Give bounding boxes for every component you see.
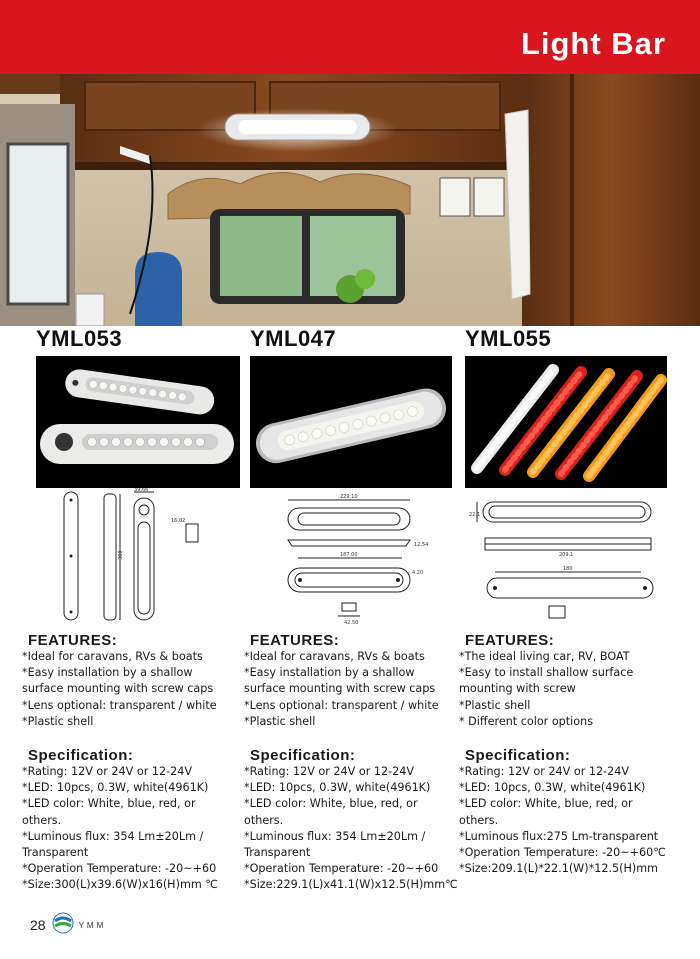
model-title-yml047: YML047 [250, 326, 337, 351]
model-title-yml053: YML053 [36, 326, 123, 351]
feature-item: *Plastic shell [459, 698, 531, 712]
features-heading: FEATURES: [28, 632, 118, 649]
feature-item: *Easy installation by a shallow [244, 666, 415, 680]
feature-item: * Different color options [459, 714, 594, 728]
spec-item: others. [244, 813, 284, 827]
spec-item: others. [459, 813, 499, 827]
features-list [22, 649, 218, 730]
specification-heading: Specification: [465, 747, 571, 765]
specification-heading: Specification: [28, 747, 134, 765]
feature-item: *Plastic shell [244, 714, 316, 728]
page-footer [30, 912, 106, 938]
feature-item: *Plastic shell [22, 714, 94, 728]
dimension-label: 42.50 [344, 620, 359, 626]
specification-heading: Specification: [250, 747, 356, 765]
product-details-yml047 [244, 632, 458, 894]
dimension-label: 300 [118, 550, 124, 560]
spec-item: *Rating: 12V or 24V or 12-24V [244, 765, 415, 779]
specification-list [459, 764, 666, 877]
dimension-label: 39.66 [134, 488, 149, 493]
spec-item: *LED color: White, blue, red, or [22, 797, 196, 811]
spec-item: *LED color: White, blue, red, or [244, 797, 418, 811]
spec-item: *LED color: White, blue, red, or [459, 797, 633, 811]
page-title: Light Bar [520, 26, 666, 61]
features-list [459, 649, 666, 730]
spec-item: *Rating: 12V or 24V or 12-24V [459, 765, 630, 779]
technical-drawing-yml055 [465, 488, 667, 630]
technical-drawing-yml047 [250, 488, 452, 630]
product-photo-yml047 [250, 356, 452, 488]
page-number: 28 [30, 917, 46, 933]
feature-item: surface mounting with screw caps [244, 682, 436, 696]
features-list [244, 649, 458, 730]
feature-item: *Lens optional: transparent / white [22, 698, 217, 712]
feature-item: *Ideal for caravans, RVs & boats [22, 650, 203, 663]
dimension-label: 4.20 [412, 570, 424, 576]
spec-item: *Rating: 12V or 24V or 12-24V [22, 765, 193, 779]
spec-item: *LED: 10pcs, 0.3W, white(4961K) [22, 781, 209, 795]
spec-item: *Operation Temperature: -20~+60 [244, 862, 439, 876]
dimension-label: 22.1 [469, 512, 481, 518]
feature-item: *The ideal living car, RV, BOAT [459, 650, 630, 663]
dimension-label: 187.00 [340, 552, 358, 558]
technical-drawing-yml053 [36, 488, 240, 630]
spec-item: *Luminous flux: 354 Lm±20Lm / [244, 829, 426, 843]
features-heading: FEATURES: [250, 632, 340, 649]
spec-item: *LED: 10pcs, 0.3W, white(4961K) [244, 781, 431, 795]
spec-item: others. [22, 813, 62, 827]
specification-list [22, 764, 218, 894]
feature-item: *Easy to install shallow surface [459, 666, 634, 680]
spec-item: *Luminous flux: 354 Lm±20Lm / [22, 829, 204, 843]
spec-item: Transparent [244, 846, 311, 860]
spec-item: *LED: 10pcs, 0.3W, white(4961K) [459, 781, 646, 795]
hero-photo [0, 74, 700, 326]
spec-item: Transparent [22, 846, 89, 860]
brand-name: YMM [78, 920, 107, 930]
product-details-yml053 [22, 632, 218, 894]
product-details-yml055 [459, 632, 666, 877]
feature-item: *Easy installation by a shallow [22, 666, 193, 680]
dimension-label: 16.02 [171, 518, 186, 524]
dimension-label: 229.10 [340, 494, 358, 500]
spec-item: *Size:209.1(L)*22.1(W)*12.5(H)mm [459, 862, 659, 876]
spec-item: *Luminous flux:275 Lm-transparent [459, 829, 659, 843]
product-photo-yml055 [465, 356, 667, 488]
dimension-label: 180 [563, 566, 573, 572]
product-photo-yml053 [36, 356, 240, 488]
feature-item: *Ideal for caravans, RVs & boats [244, 650, 425, 663]
spec-item: *Size:300(L)x39.6(W)x16(H)mm ℃ [22, 878, 218, 892]
dimension-label: 12.54 [414, 542, 429, 548]
dimension-label: 209.1 [559, 552, 574, 558]
specification-list [244, 764, 458, 894]
spec-item: *Operation Temperature: -20~+60 [22, 862, 217, 876]
model-title-yml055: YML055 [465, 326, 552, 351]
feature-item: surface mounting with screw caps [22, 682, 214, 696]
page-header [0, 0, 700, 74]
ymm-logo-icon [52, 912, 74, 938]
spec-item: *Size:229.1(L)x41.1(W)x12.5(H)mm℃ [244, 878, 458, 892]
features-heading: FEATURES: [465, 632, 555, 649]
feature-item: mounting with screw [459, 682, 576, 696]
feature-item: *Lens optional: transparent / white [244, 698, 439, 712]
spec-item: *Operation Temperature: -20~+60℃ [459, 846, 666, 860]
